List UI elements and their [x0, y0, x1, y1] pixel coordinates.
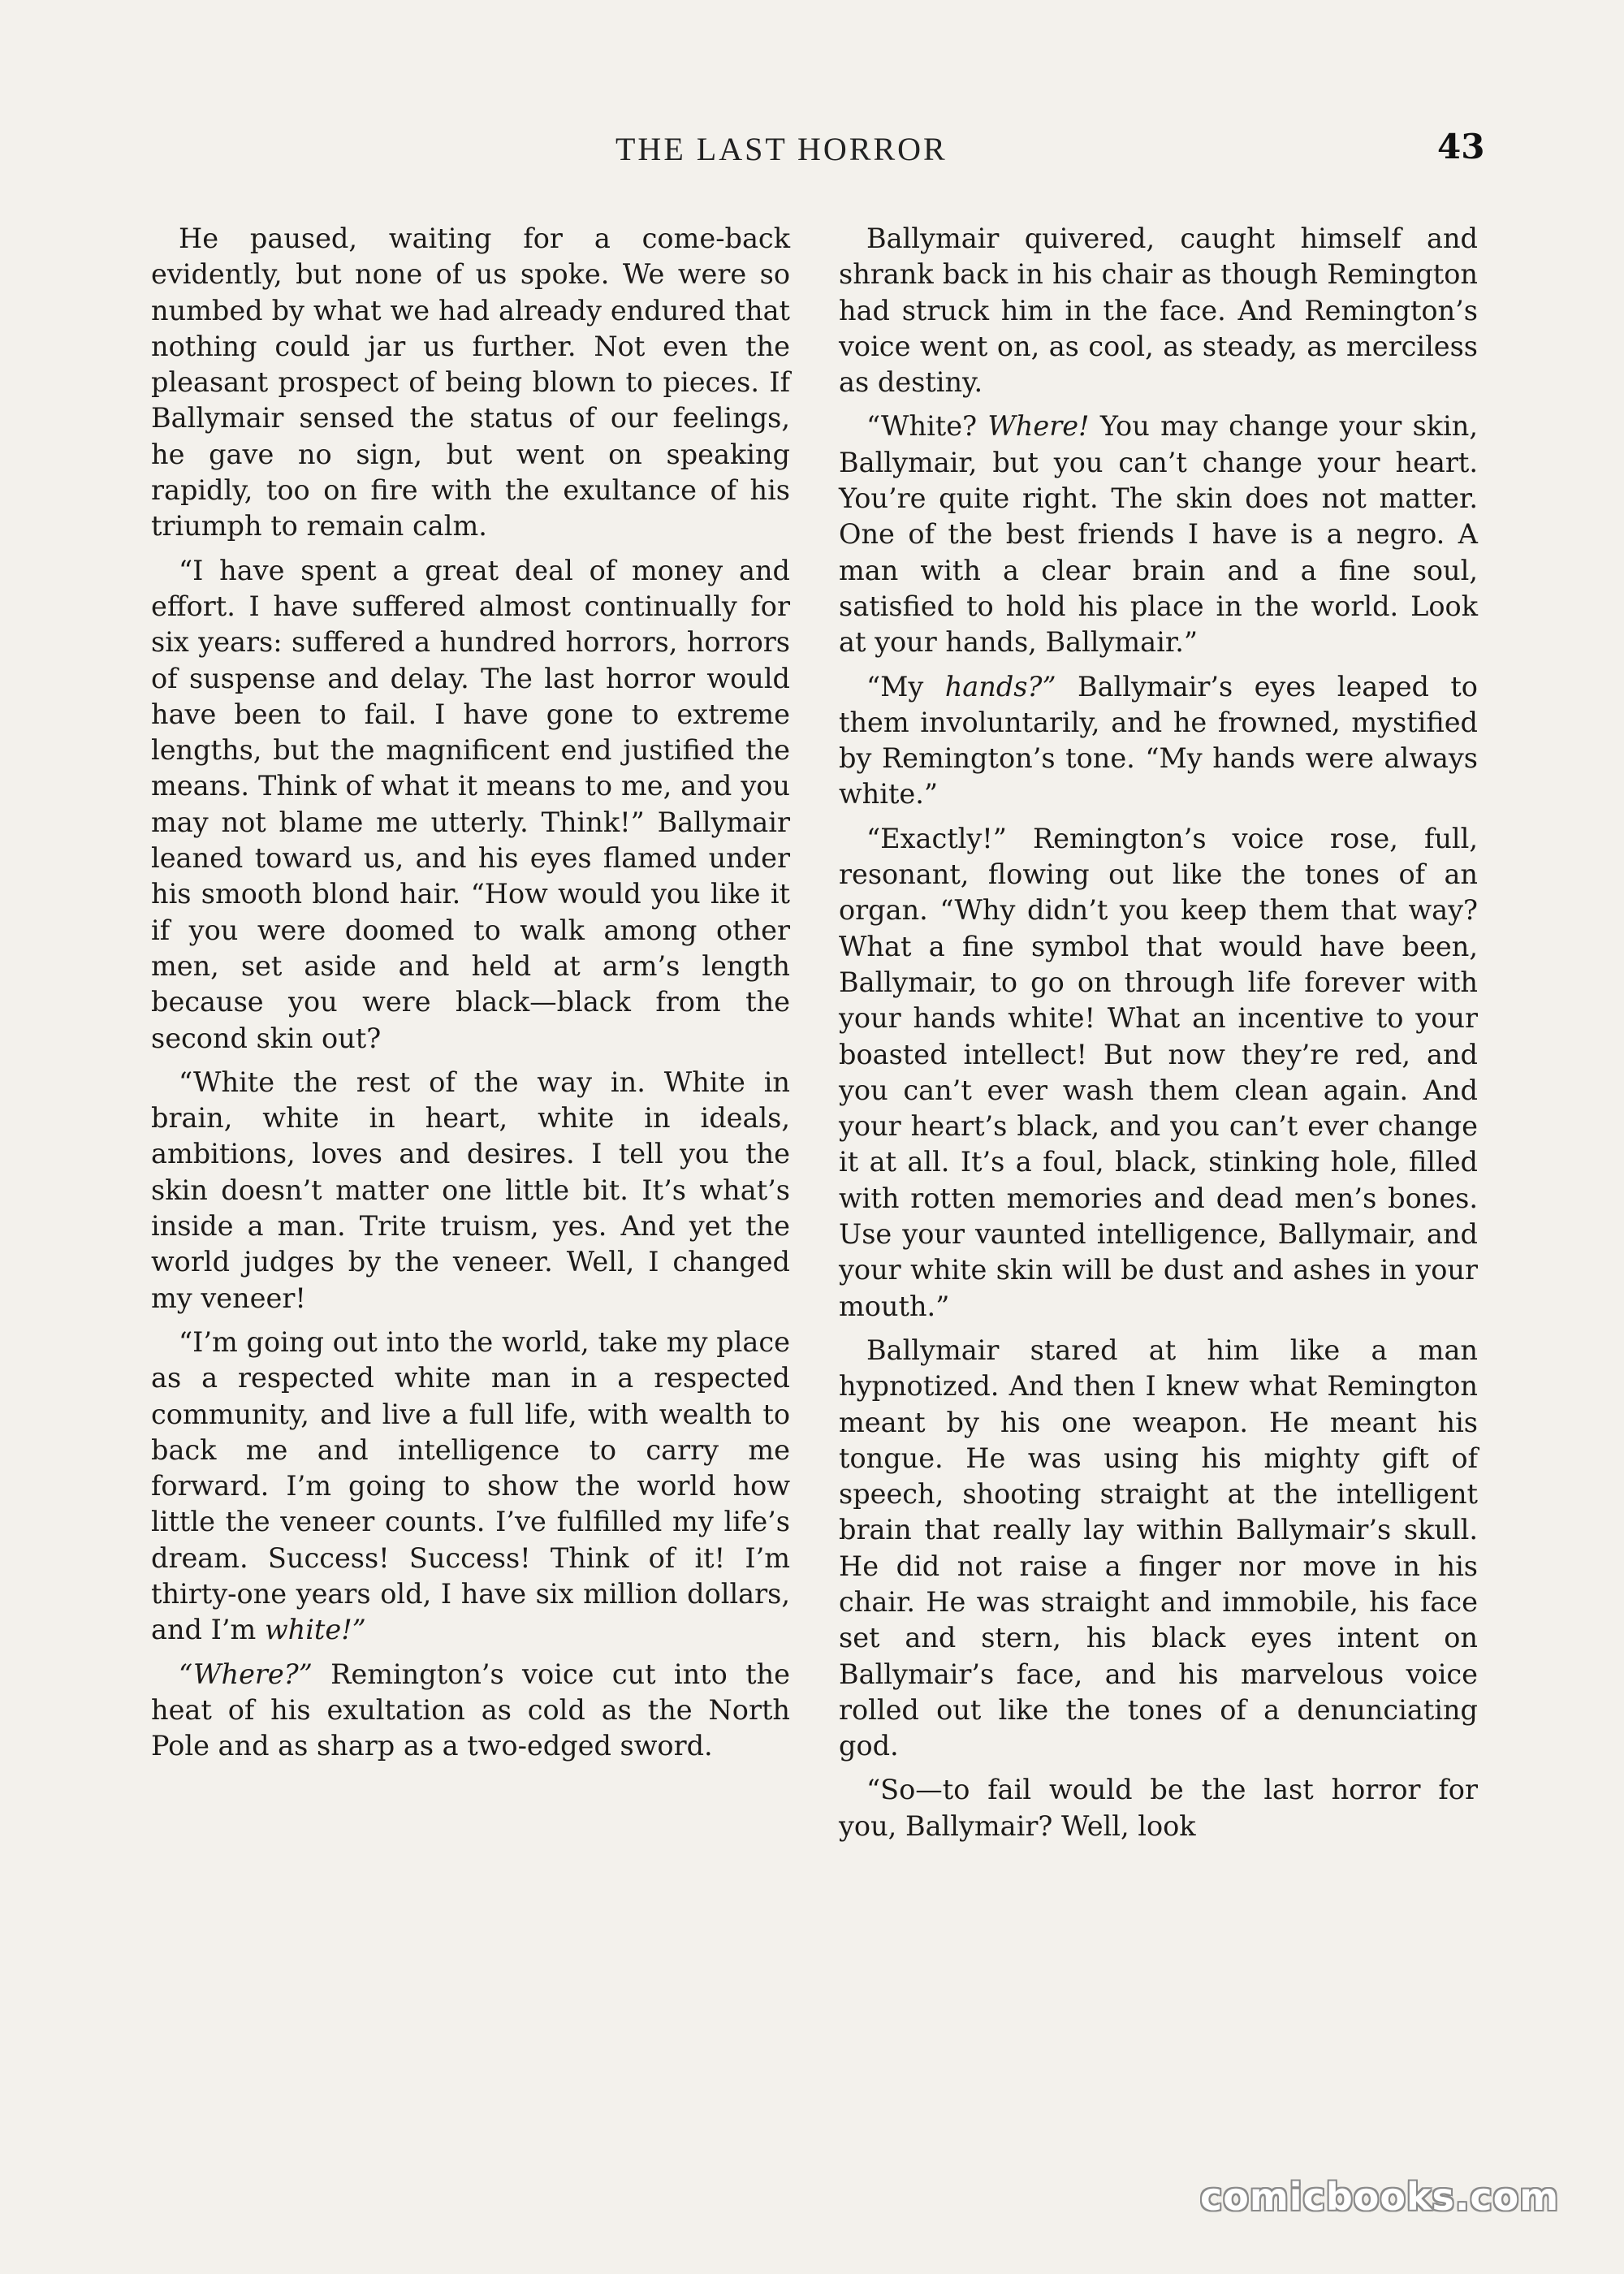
text-segment: Ballymair quivered, caught himself and shrank back in his chair as though Remington had struck him in the face. And Remington’s voice went on, as cool, as steady, as merciless as destiny.: [839, 223, 1478, 399]
italic-text-segment: hands?”: [944, 670, 1056, 703]
text-segment: “I have spent a great deal of money and effort. I have suffered almost continually for six years: suffered a hundred horrors, horrors of suspense and delay. The last horror would have been to fail. I have gone to extreme lengths, but the magnificent end justified the means. Think of what it means to me, and you may not blame me utterly. Think!” Ballymair leaned toward us, and his eyes flamed under his smooth blond hair. “How would you like it if you were doomed to walk among other men, set aside and held at arm’s length because you were black—black from the second skin out?: [151, 554, 790, 1054]
text-segment: He paused, waiting for a come-back evidently, but none of us spoke. We were so numbed by what we had already endured that nothing could jar us further. Not even the pleasant prospect of being blown to pieces. If Ballymair sensed the status of our feelings, he gave no sign, but went on speaking rapidly, too on fire with the exultance of his triumph to remain calm.: [151, 223, 790, 543]
paragraph: [151, 1657, 790, 1765]
italic-text-segment: white!”: [264, 1614, 366, 1646]
text-segment: “White the rest of the way in. White in brain, white in heart, white in ideals, ambitions, loves and desires. I tell you the skin doesn’t matter one little bit. It’s what’s inside a man. Trite truism, yes. And yet the world judges by the veneer. Well, I changed my veneer!: [151, 1066, 790, 1314]
paragraph: [839, 409, 1478, 660]
text-segment: Ballymair stared at him like a man hypnotized. And then I knew what Remington meant by his one weapon. He meant his tongue. He was using his mighty gift of speech, shooting straight at the intelligent brain that really lay within Ballymair’s skull. He did not raise a finger nor move in his chair. He was straight and immobile, his face set and stern, his black eyes intent on Ballymair’s face, and his marvelous voice rolled out like the tones of a denunciating god.: [839, 1334, 1478, 1762]
text-segment: “My: [866, 670, 945, 703]
text-segment: “So—to fail would be the last horror for you, Ballymair? Well, look: [839, 1774, 1478, 1842]
text-segment: “White?: [866, 410, 988, 443]
text-segment: Remington’s voice cut into the heat of his exultation as cold as the North Pole and as sharp as a two-edged sword.: [151, 1658, 790, 1762]
site-watermark: comicbooks.com: [1200, 2175, 1560, 2219]
paragraph: [839, 669, 1478, 813]
page-header: [0, 127, 1624, 179]
text-segment: “I’m going out into the world, take my place as a respected white man in a respected community, and live a full life, with wealth to back me and intelligence to carry me forward. I’m going to show the world how little the veneer counts. I’ve fulfilled my life’s dream. Success! Success! Think of it! I’m thirty-one years old, I have six million dollars, and I’m: [151, 1325, 790, 1646]
running-title: THE LAST HORROR: [615, 131, 948, 167]
paragraph: [839, 221, 1478, 400]
paragraph: [839, 821, 1478, 1325]
paragraph: [151, 1065, 790, 1316]
text-segment: “Exactly!” Remington’s voice rose, full, resonant, flowing out like the tones of an organ. “Why didn’t you keep them that way? What a fine symbol that would have been, Ballymair, to go on through life forever with your hands white! What an incentive to your boasted intellect! But now they’re red, and you can’t ever wash them clean again. And your heart’s black, and you can’t ever change it at all. It’s a foul, black, stinking hole, filled with rotten memories and dead men’s bones. Use your vaunted intelligence, Ballymair, and your white skin will be dust and ashes in your mouth.”: [839, 822, 1478, 1322]
right-text-column: [839, 221, 1478, 1852]
paragraph: [151, 221, 790, 545]
paragraph: [151, 553, 790, 1057]
paragraph: [151, 1325, 790, 1649]
left-text-column: [151, 221, 790, 1772]
page-number: 43: [1437, 127, 1485, 166]
italic-text-segment: “Where?”: [179, 1658, 313, 1690]
paragraph: [839, 1333, 1478, 1765]
text-segment: Ballymair’s eyes leaped to them involuntarily, and he frowned, mystified by Remington’s tone. “My hands were always white.”: [839, 670, 1478, 811]
paragraph: [839, 1772, 1478, 1844]
italic-text-segment: Where!: [987, 410, 1090, 443]
text-segment: You may change your skin, Ballymair, but you can’t change your heart. You’re quite right. The skin does not matter. One of the best friends I have is a negro. A man with a clear brain and a fine soul, satisfied to hold his place in the world. Look at your hands, Ballymair.”: [839, 410, 1478, 659]
